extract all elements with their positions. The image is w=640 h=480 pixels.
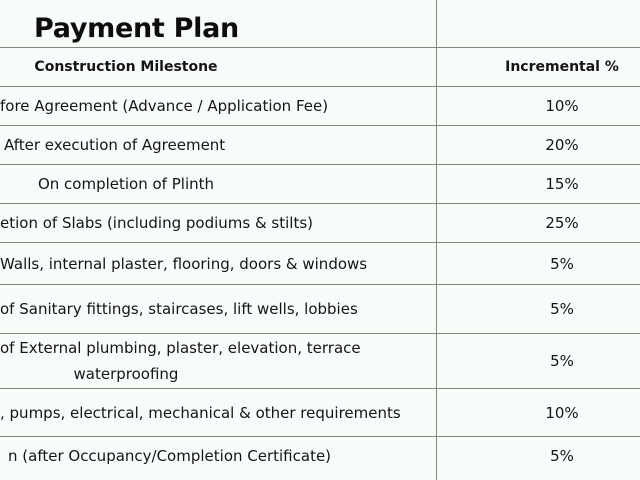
milestone-cell: After execution of Agreement bbox=[4, 136, 226, 154]
milestone-cell: On completion of Plinth bbox=[37, 175, 215, 193]
milestone-cell: of External plumbing, plaster, elevation, terrace bbox=[0, 338, 361, 357]
milestone-cell: etion of Slabs (including podiums & stilts) bbox=[0, 214, 314, 232]
milestone-cell: n (after Occupancy/Completion Certificate) bbox=[8, 447, 332, 465]
milestone-cell: of Sanitary fittings, staircases, lift wells, lobbies bbox=[0, 300, 358, 318]
milestone-cell: , pumps, electrical, mechanical & other requirements bbox=[0, 403, 401, 422]
construction-milestone-header: Construction Milestone bbox=[34, 59, 218, 75]
percentage-cell: 25% bbox=[545, 214, 579, 232]
percentage-cell: 5% bbox=[550, 300, 574, 318]
milestone-cell: Walls, internal plaster, flooring, doors & windows bbox=[0, 254, 368, 273]
percentage-cell: 10% bbox=[545, 97, 579, 115]
percentage-cell: 5% bbox=[550, 254, 574, 273]
milestone-cell-continuation: waterproofing bbox=[73, 364, 179, 383]
percentage-cell: 5% bbox=[550, 352, 574, 370]
percentage-cell: 15% bbox=[545, 175, 579, 193]
percentage-cell: 5% bbox=[550, 447, 574, 465]
incremental-percent-header: Incremental % bbox=[505, 59, 619, 75]
percentage-cell: 20% bbox=[545, 136, 579, 154]
percentage-cell: 10% bbox=[545, 403, 579, 422]
payment-plan-title: Payment Plan bbox=[34, 13, 239, 44]
milestone-cell: fore Agreement (Advance / Application Fee) bbox=[0, 97, 329, 115]
